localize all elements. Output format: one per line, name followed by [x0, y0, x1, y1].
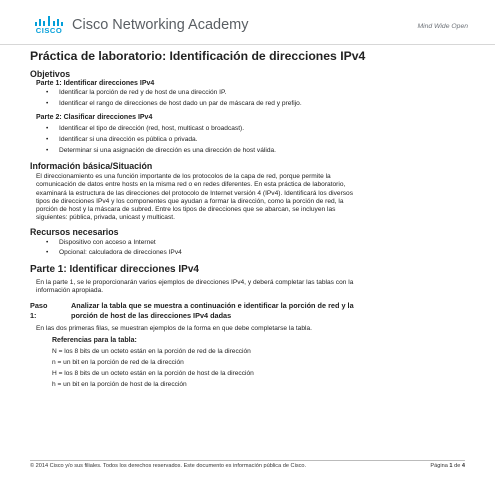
part1-heading: Parte 1: Identificar direcciones IPv4: [30, 264, 199, 275]
reference-item: n = un bit en la porción de red de la dirección: [52, 359, 184, 366]
reference-item: N = los 8 bits de un octeto están en la porción de red de la dirección: [52, 348, 251, 355]
reference-item: h = un bit en la porción de host de la dirección: [52, 381, 187, 388]
list-item: • Dispositivo con acceso a Internet: [46, 239, 156, 246]
references-heading: Referencias para la tabla:: [52, 337, 137, 344]
copyright-text: © 2014 Cisco y/o sus filiales. Todos los derechos reservados. Este documento es información pública de Cisco.: [30, 463, 307, 469]
objetivos-heading: Objetivos: [30, 69, 71, 79]
cisco-bridge-icon: [34, 14, 64, 26]
reference-item: H = los 8 bits de un octeto están en la porción de host de la dirección: [52, 370, 254, 377]
list-item: • Determinar si una asignación de dirección es una dirección de host válida.: [46, 147, 276, 154]
list-item: • Identificar la porción de red y de host de una dirección IP.: [46, 89, 227, 96]
list-item: • Identificar si una dirección es pública o privada.: [46, 136, 198, 143]
cisco-logo-text: CISCO: [35, 26, 63, 35]
list-item: • Identificar el rango de direcciones de host dado un par de máscara de red y prefijo.: [46, 100, 302, 107]
page-indicator: Página 1 de 4: [430, 463, 465, 469]
page-header: [0, 0, 495, 44]
list-item: • Identificar el tipo de dirección (red, host, multicast o broadcast).: [46, 125, 245, 132]
step-intro: En las dos primeras filas, se muestran ejemplos de la forma en que debe completarse la tabla.: [36, 325, 312, 332]
tagline: Mind Wide Open: [417, 23, 468, 30]
part1-intro: En la parte 1, se le proporcionarán varios ejemplos de direcciones IPv4, y deberá completar las tablas con la información apropiada.: [36, 279, 354, 295]
document-title: Práctica de laboratorio: Identificación de direcciones IPv4: [30, 49, 366, 63]
info-heading: Información básica/Situación: [30, 161, 153, 171]
info-paragraph: El direccionamiento es una función importante de los protocolos de la capa de red, porque permite la comunicación de datos entre hosts en la misma red o en redes diferentes. En esta práctica de laboratorio, examinará la estructura de las direcciones del protocolo de Internet versión 4 (IPv4). Identificará los diversos tipos de direcciones IPv4 y los componentes que ayudan a formar la dirección, como la porción de red, la porción de host y la máscara de subred. Entre los tipos de direcciones que se abarcan, se incluyen las siguientes: pública, privada, unicast y multicast.: [36, 173, 354, 222]
recursos-heading: Recursos necesarios: [30, 227, 119, 237]
list-item: • Opcional: calculadora de direcciones IPv4: [46, 249, 182, 256]
footer-divider: [30, 460, 465, 461]
header-divider: [0, 44, 495, 45]
cisco-logo: [34, 14, 64, 38]
academy-name: Cisco Networking Academy: [72, 17, 249, 33]
part2-objective-heading: Parte 2: Clasificar direcciones IPv4: [36, 114, 153, 121]
part1-objective-heading: Parte 1: Identificar direcciones IPv4: [36, 80, 155, 87]
step-title: Analizar la tabla que se muestra a continuación e identificar la porción de red y la porción de host de las direcciones IPv4 dadas: [71, 301, 354, 320]
step-number: Paso 1:: [30, 301, 48, 320]
